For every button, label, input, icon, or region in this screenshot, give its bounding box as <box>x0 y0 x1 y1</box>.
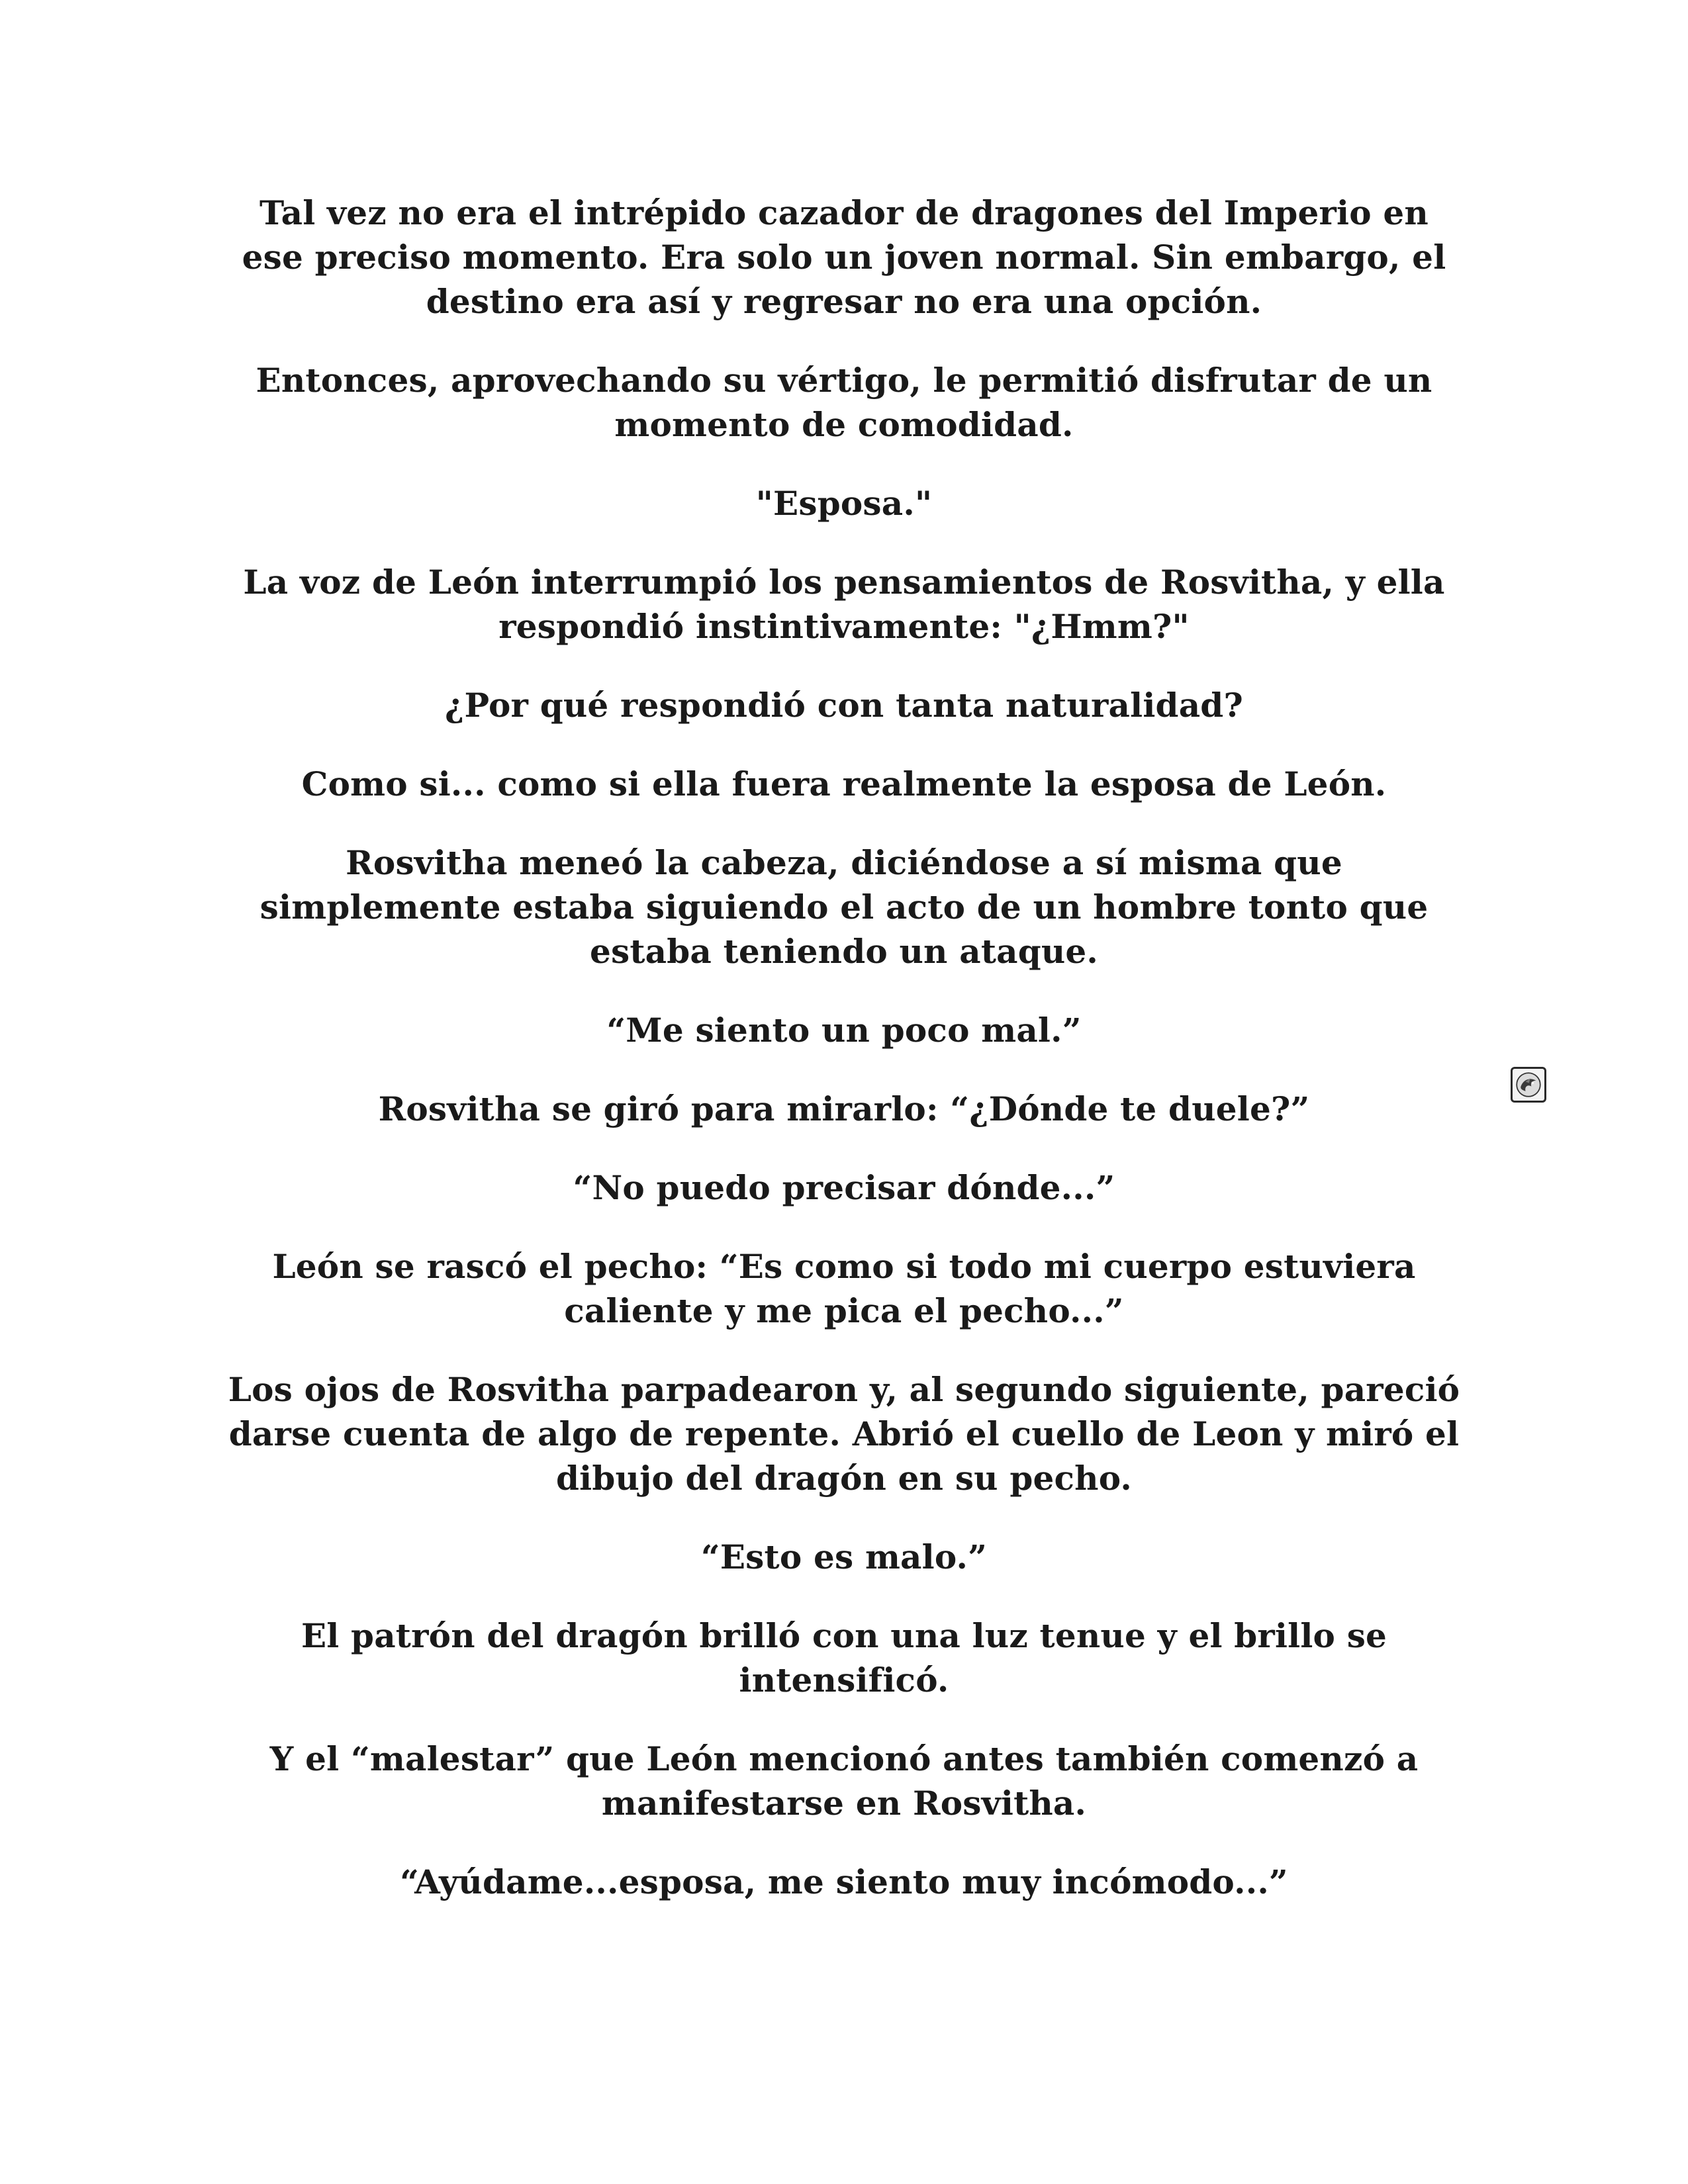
dragon-logo-icon <box>1511 1067 1546 1103</box>
paragraph-11: León se rascó el pecho: “Es como si todo mi cuerpo estuviera caliente y me pica el pecho...” <box>272 1247 1416 1330</box>
paragraph-10: “No puedo precisar dónde...” <box>573 1168 1115 1207</box>
paragraph-16: “Ayúdame...esposa, me siento muy incómodo...” <box>400 1862 1288 1901</box>
story-text <box>225 191 1463 1938</box>
paragraph-15: Y el “malestar” que León mencionó antes también comenzó a manifestarse en Rosvitha. <box>269 1739 1419 1823</box>
paragraph-3: "Esposa." <box>755 484 933 523</box>
paragraph-5: ¿Por qué respondió con tanta naturalidad? <box>445 686 1243 725</box>
paragraph-9: Rosvitha se giró para mirarlo: “¿Dónde te duele?” <box>378 1089 1310 1128</box>
paragraph-4: La voz de León interrumpió los pensamientos de Rosvitha, y ella respondió instintivamente: "¿Hmm?" <box>243 563 1445 646</box>
paragraph-7: Rosvitha meneó la cabeza, diciéndose a sí misma que simplemente estaba siguiendo el acto de un hombre tonto que estaba teniendo un ataque. <box>259 843 1429 971</box>
paragraph-2: Entonces, aprovechando su vértigo, le permitió disfrutar de un momento de comodidad. <box>256 361 1432 444</box>
paragraph-6: Como si... como si ella fuera realmente la esposa de León. <box>301 764 1387 803</box>
paragraph-1: Tal vez no era el intrépido cazador de dragones del Imperio en ese preciso momento. Era solo un joven normal. Sin embargo, el destino era así y regresar no era una opción. <box>242 193 1446 321</box>
paragraph-12: Los ojos de Rosvitha parpadearon y, al segundo siguiente, pareció darse cuenta de algo de repente. Abrió el cuello de Leon y miró el dibujo del dragón en su pecho. <box>228 1370 1460 1498</box>
paragraph-13: “Esto es malo.” <box>700 1537 988 1576</box>
paragraph-14: El patrón del dragón brilló con una luz tenue y el brillo se intensificó. <box>301 1616 1387 1700</box>
paragraph-8: “Me siento un poco mal.” <box>606 1011 1082 1050</box>
